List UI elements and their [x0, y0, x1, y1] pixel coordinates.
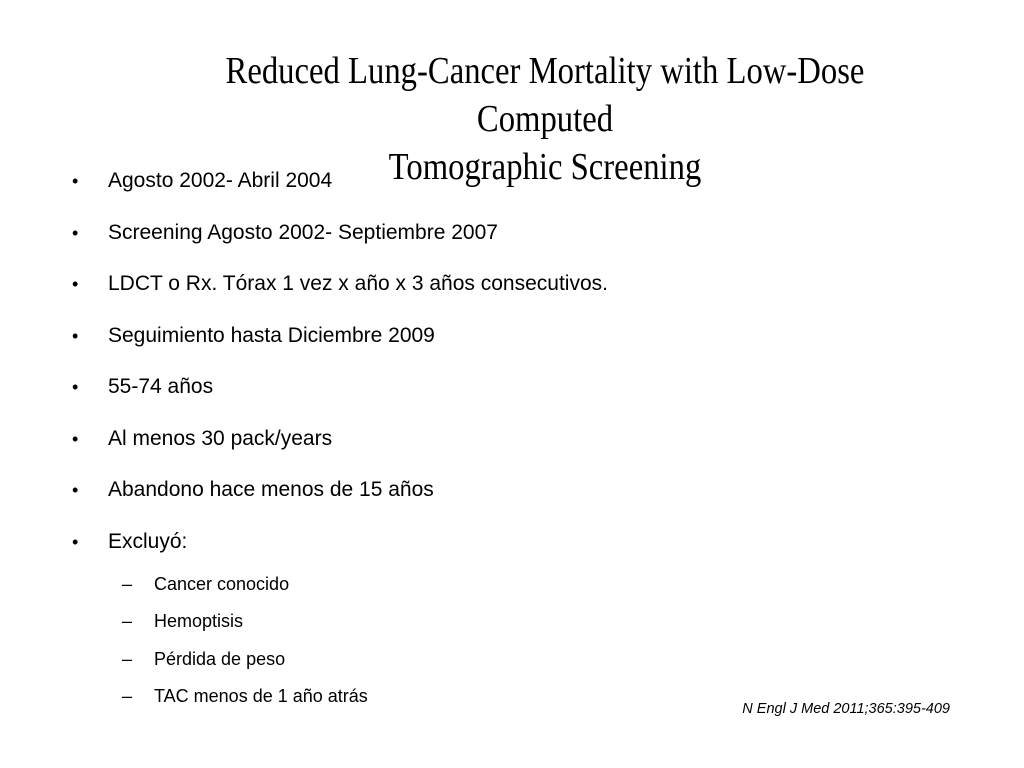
sub-bullet-text: Pérdida de peso: [154, 648, 286, 669]
sub-bullet-list: [122, 572, 368, 721]
sub-bullet-item: [122, 609, 368, 633]
bullet-text: LDCT o Rx. Tórax 1 vez x año x 3 años consecutivos.: [108, 272, 608, 295]
bullet-icon: •: [72, 222, 79, 243]
bullet-item: [72, 477, 608, 503]
bullet-item: [72, 220, 608, 246]
sub-bullet-text: Cancer conocido: [154, 574, 290, 594]
bullet-item: [72, 529, 608, 555]
slide-title-line-2: Tomographic Screening: [388, 146, 702, 189]
sub-bullet-text: TAC menos de 1 año atrás: [154, 685, 368, 706]
bullet-item: [72, 374, 608, 400]
bullet-text: 55-74 años: [108, 375, 214, 398]
dash-icon: –: [122, 611, 133, 632]
dash-icon: –: [122, 648, 133, 669]
bullet-text: Screening Agosto 2002- Septiembre 2007: [108, 220, 498, 244]
bullet-item: [72, 168, 608, 194]
sub-bullet-item: [122, 647, 368, 671]
bullet-item: [72, 426, 608, 452]
bullet-text: Abandono hace menos de 15 años: [108, 478, 434, 501]
slide-title-line-1: Reduced Lung-Cancer Mortality with Low-Dose Computed: [225, 50, 865, 141]
bullet-icon: •: [72, 325, 79, 346]
bullet-item: [72, 323, 608, 349]
bullet-icon: •: [72, 274, 79, 294]
bullet-list: [72, 168, 608, 580]
bullet-text: Al menos 30 pack/years: [108, 426, 333, 450]
bullet-icon: •: [72, 531, 79, 552]
bullet-icon: •: [72, 428, 79, 449]
citation: N Engl J Med 2011;365:395-409: [742, 701, 950, 717]
bullet-text: Seguimiento hasta Diciembre 2009: [108, 323, 435, 347]
bullet-icon: •: [72, 377, 79, 397]
bullet-icon: •: [72, 480, 79, 500]
bullet-item: [72, 271, 608, 297]
dash-icon: –: [122, 574, 133, 594]
sub-bullet-item: [122, 684, 368, 708]
bullet-text: Agosto 2002- Abril 2004: [108, 169, 333, 192]
bullet-text: Excluyó:: [108, 529, 188, 553]
bullet-icon: •: [72, 171, 79, 191]
sub-bullet-item: [122, 572, 368, 596]
dash-icon: –: [122, 685, 133, 706]
sub-bullet-text: Hemoptisis: [154, 611, 244, 632]
